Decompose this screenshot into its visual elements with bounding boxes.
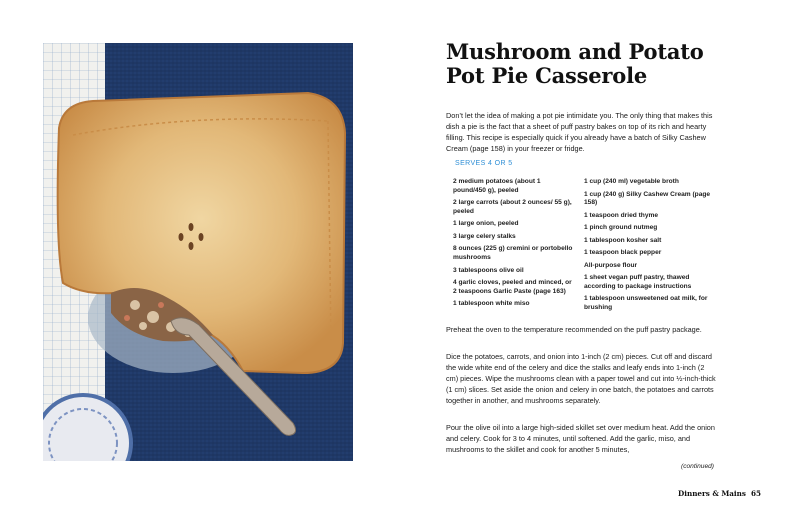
ingredient-item: 1 cup (240 ml) vegetable broth <box>584 178 679 185</box>
page-footer <box>678 489 761 498</box>
ingredient-item: 8 ounces (225 g) cremini or portobello mushrooms <box>453 245 573 262</box>
ingredient-item: 3 tablespoons olive oil <box>453 266 524 274</box>
ingredients-list-left <box>453 178 575 313</box>
method-step-3: Pour the olive oil into a large high-sided skillet set over medium heat. Add the onion and celery. Cook for 3 to 4 minutes, until softened. Add the garlic, miso, and mushrooms to the skillet and cook for another 5 minutes, <box>446 423 715 454</box>
method-step-2: Dice the potatoes, carrots, and onion into 1-inch (2 cm) pieces. Cut off and discard the wide white end of the celery and dice the stalks and leafy ends into 1-inch (2 cm) pieces. Wipe the mushrooms clean with a paper towel and cut into ½-inch-thick (1 cm) slices. Set aside the onion and celery in one batch, the potatoes and carrots together in another, and mushrooms separately. <box>446 352 716 405</box>
recipe-photo <box>43 43 353 461</box>
ingredient-item: 2 large carrots (about 2 ounces/ 55 g), peeled <box>453 199 572 215</box>
ingredient-item: 1 cup (240 g) Silky Cashew Cream (page 158) <box>584 190 711 207</box>
ingredient-item: 1 tablespoon kosher salt <box>584 236 662 244</box>
ingredient-item: 1 tablespoon unsweetened oat milk, for brushing <box>584 295 708 312</box>
page-number: 65 <box>750 489 761 498</box>
recipe-title-line-1: Mushroom and Potato <box>446 39 704 64</box>
ingredient-item: 2 medium potatoes (about 1 pound/450 g), peeled <box>453 178 541 194</box>
method-step-1: Preheat the oven to the temperature recommended on the puff pastry package. <box>446 325 702 334</box>
ingredient-item: 1 teaspoon black pepper <box>584 249 662 257</box>
ingredient-item: 1 teaspoon dried thyme <box>584 211 659 219</box>
ingredient-item: 1 sheet vegan puff pastry, thawed according to package instructions <box>584 274 692 290</box>
ingredient-item: 1 pinch ground nutmeg <box>584 224 658 232</box>
ingredients-list-right <box>584 178 714 317</box>
continued-note: (continued) <box>681 463 714 470</box>
ingredient-item: 4 garlic cloves, peeled and minced, or 2 teaspoons Garlic Paste (page 163) <box>453 279 572 295</box>
ingredient-item: 3 large celery stalks <box>453 232 516 240</box>
recipe-title <box>446 40 776 88</box>
ingredient-item: 1 tablespoon white miso <box>453 300 530 308</box>
ingredient-item: All-purpose flour <box>584 261 638 269</box>
ingredient-item: 1 large onion, peeled <box>453 220 519 228</box>
recipe-intro: Don’t let the idea of making a pot pie intimidate you. The only thing that makes this dish a pie is the fact that a sheet of puff pastry bakes on top of its rich and hearty filling. This recipe is especially quick if you already have a batch of Silky Cashew Cream (page 158) in your freezer or fridge. <box>446 111 713 153</box>
serves-label: SERVES 4 OR 5 <box>455 160 513 167</box>
recipe-title-line-2: Pot Pie Casserole <box>446 63 648 88</box>
section-name: Dinners & Mains <box>678 489 746 498</box>
